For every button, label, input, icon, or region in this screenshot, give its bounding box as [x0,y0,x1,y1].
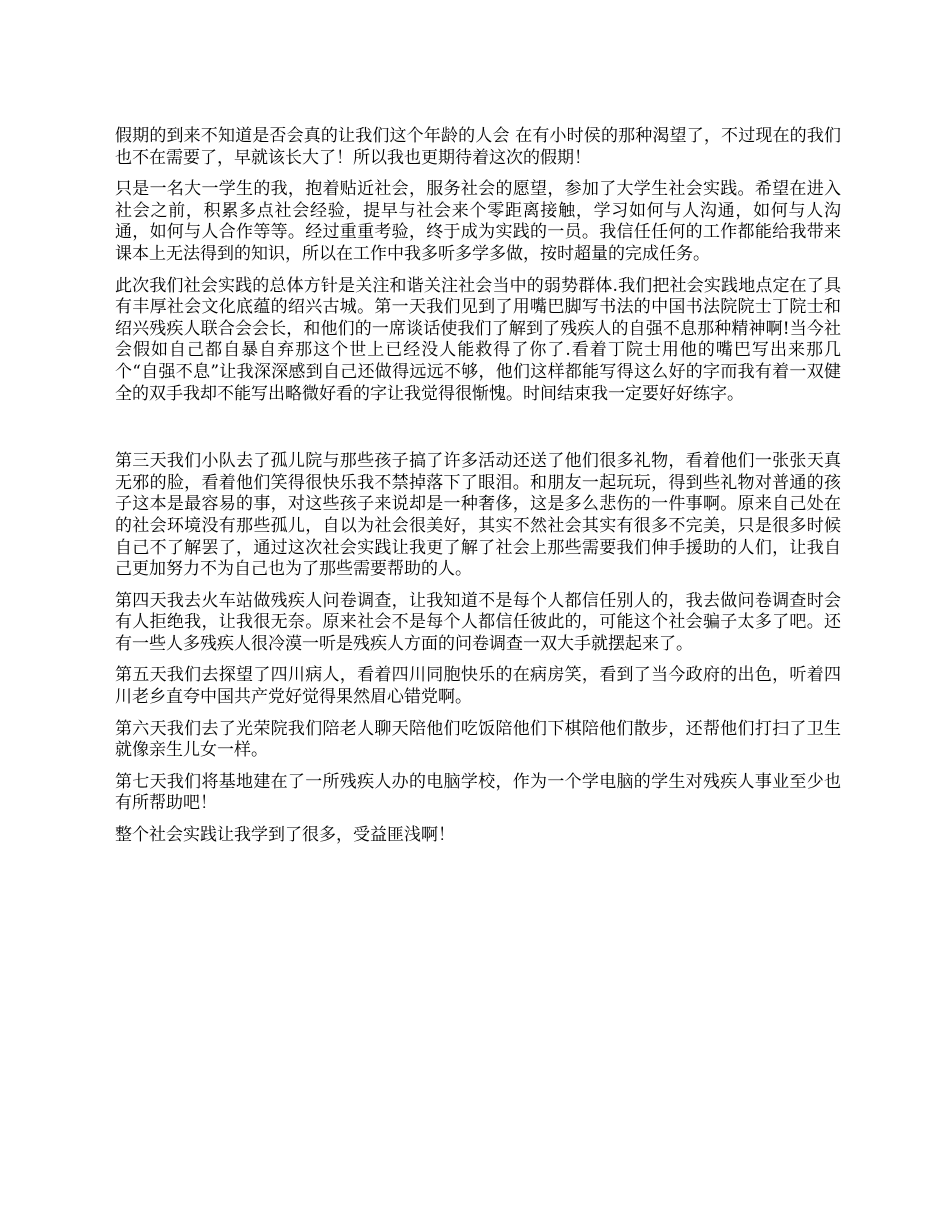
paragraph-conclusion: 整个社会实践让我学到了很多，受益匪浅啊！ [115,825,455,846]
paragraph-day-six: 第六天我们去了光荣院我们陪老人聊天陪他们吃饭陪他们下棋陪他们散步，还帮他们打扫了卫生就像亲生儿女一样。 [115,718,841,761]
document-page [115,126,841,857]
paragraph-day-one: 此次我们社会实践的总体方针是关注和谐关注社会当中的弱势群体.我们把社会实践地点定在了具有丰厚社会文化底蕴的绍兴古城。第一天我们见到了用嘴巴脚写书法的中国书法院院士丁院士和绍兴残疾人联合会会长，和他们的一席谈话使我们了解到了残疾人的自强不息那种精神啊!当今社会假如自己都自暴自弃那这个世上已经没人能救得了你了.看着丁院士用他的嘴巴写出来那几个“自强不息”让我深深感到自己还做得远远不够，他们这样都能写得这么好的字而我有着一双健全的双手我却不能写出略微好看的字让我觉得很惭愧。时间结束我一定要好好练字。 [115,275,841,404]
paragraph-gap [115,415,841,451]
paragraph-day-seven: 第七天我们将基地建在了一所残疾人办的电脑学校，作为一个学电脑的学生对残疾人事业至少也有所帮助吧！ [115,771,841,814]
paragraph-day-three: 第三天我们小队去了孤儿院与那些孩子搞了许多活动还送了他们很多礼物，看着他们一张张天真无邪的脸，看着他们笑得很快乐我不禁掉落下了眼泪。和朋友一起玩玩，得到些礼物对普通的孩子这本是最容易的事，对这些孩子来说却是一种奢侈，这是多么悲伤的一件事啊。原来自己处在的社会环境没有那些孤儿，自以为社会很美好，其实不然社会其实有很多不完美，只是很多时候自己不了解罢了，通过这次社会实践让我更了解了社会上那些需要我们伸手援助的人们，让我自己更加努力不为自己也为了那些需要帮助的人。 [115,451,841,580]
paragraph-holiday-intro: 假期的到来不知道是否会真的让我们这个年龄的人会 在有小时侯的那种渴望了，不过现在的我们也不在需要了，早就该长大了！所以我也更期待着这次的假期！ [115,126,841,168]
paragraph-freshman-practice: 只是一名大一学生的我，抱着贴近社会，服务社会的愿望，参加了大学生社会实践。希望在进入社会之前，积累多点社会经验，提早与社会来个零距离接触，学习如何与人沟通，如何与人沟通，如何与人合作等等。经过重重考验，终于成为实践的一员。我信任任何的工作都能给我带来课本上无法得到的知识，所以在工作中我多听多学多做，按时超量的完成任务。 [115,179,841,264]
paragraph-day-five: 第五天我们去探望了四川病人，看着四川同胞快乐的在病房笑，看到了当今政府的出色，听着四川老乡直夸中国共产党好觉得果然眉心错党啊。 [115,665,841,708]
paragraph-day-four: 第四天我去火车站做残疾人问卷调查，让我知道不是每个人都信任别人的，我去做问卷调查时会有人拒绝我，让我很无奈。原来社会不是每个人都信任彼此的，可能这个社会骗子太多了吧。还有一些人多残疾人很冷漠一听是残疾人方面的问卷调查一双大手就摆起来了。 [115,590,841,654]
